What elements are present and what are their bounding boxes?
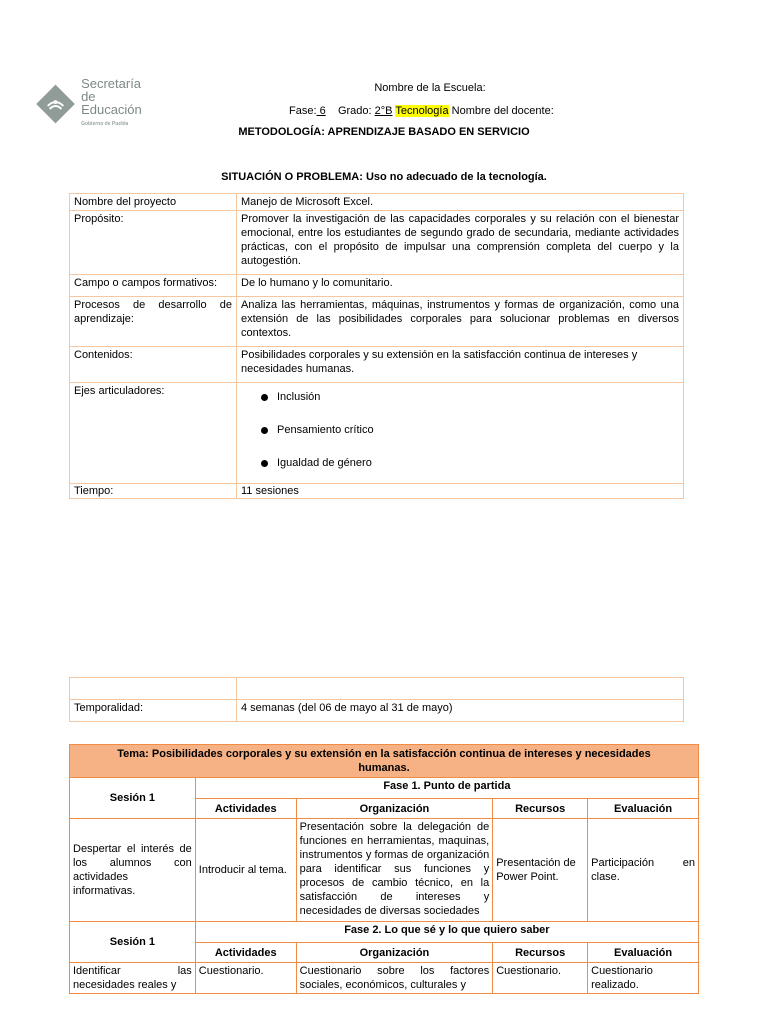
table-row [70,700,684,722]
ejes-list [241,384,679,483]
col-recursos: Recursos [493,799,588,819]
temporal-label: Temporalidad: [70,700,237,722]
contents-label: Contenidos: [70,347,237,383]
table-row [70,922,699,943]
bullet-icon [261,460,268,467]
phase-title: Fase 1. Punto de partida [195,778,698,799]
evaluation-cell: Cuestionario realizado. [588,963,699,994]
list-item [241,450,679,483]
col-organizacion: Organización [296,943,493,963]
eje-item: Pensamiento crítico [277,424,374,436]
fase-value: 6 [316,105,326,117]
activity-cell: Cuestionario. [195,963,296,994]
teacher-label: Nombre del docente: [451,105,554,117]
col-actividades: Actividades [195,943,296,963]
methodology-title: METODOLOGÍA: APRENDIZAJE BASADO EN SERVICIO [238,126,530,138]
col-evaluacion: Evaluación [588,943,699,963]
temporal-value: 4 semanas (del 06 de mayo al 31 de mayo) [237,700,684,722]
table-row [70,194,684,211]
eje-item: Inclusión [277,391,321,403]
logo-line3: Gobierno de Puebla [81,121,129,127]
table-row [70,745,699,778]
resources-cell: Presentación de Power Point. [493,819,588,922]
purpose-label: Propósito: [70,211,237,275]
ejes-cell [237,383,684,484]
resources-cell: Cuestionario. [493,963,588,994]
empty-cell [70,678,237,700]
logo [36,76,158,127]
tema-header: Tema: Posibilidades corporales y su extensión en la satisfacción continua de intereses y necesidades humanas. [70,745,699,778]
bullet-icon [261,394,268,401]
organization-cell: Cuestionario sobre los factores sociales, económicos, culturales y [296,963,493,994]
processes-label: Procesos de desarrollo de aprendizaje: [70,297,237,347]
organization-cell: Presentación sobre la delegación de funciones en herramientas, maquinas, instrumentos y formas de organización para identificar sus funciones y procesos de cambio técnico, en la satisfacción de intereses y necesidades de diversas sociedades [296,819,493,922]
purpose-value: Promover la investigación de las capacidades corporales y su relación con el bienestar emocional, entre los estudiantes de segundo grado de secundaria, mediante actividades prácticas, con el propósito de impulsar una comprensión completa del cuerpo y la autogestión. [237,211,684,275]
session-label: Sesión 1 [70,922,196,963]
diamond-emblem-icon [36,84,75,124]
table-row [70,211,684,275]
col-actividades: Actividades [195,799,296,819]
logo-line1: Secretaría [81,76,142,91]
session-label: Sesión 1 [70,778,196,819]
fase-line [200,105,768,117]
list-item [241,417,679,450]
evaluation-cell: Participación en clase. [588,819,699,922]
situation-title: SITUACIÓN O PROBLEMA: Uso no adecuado de la tecnología. [221,171,547,183]
fase-label: Fase: [289,105,317,117]
table-row [70,297,684,347]
session-description: Identificar las necesidades reales y [70,963,196,994]
list-item [241,384,679,417]
table-row [70,383,684,484]
table-row [70,347,684,383]
processes-value: Analiza las herramientas, máquinas, instrumentos y formas de organización, como una extensión de las posibilidades corporales para solucionar problemas en diversos contextos. [237,297,684,347]
table-row [70,678,684,700]
project-table [69,193,684,499]
table-row [70,484,684,499]
grado-value: 2°B [374,105,393,117]
fields-label: Campo o campos formativos: [70,275,237,297]
bullet-icon [261,427,268,434]
fields-value: De lo humano y lo comunitario. [237,275,684,297]
phase-title: Fase 2. Lo que sé y lo que quiero saber [195,922,698,943]
school-name-label: Nombre de la Escuela: [374,82,486,94]
session-description: Despertar el interés de los alumnos con actividades informativas. [70,819,196,922]
empty-cell [237,678,684,700]
subject-highlight: Tecnología [395,105,449,117]
project-name-label: Nombre del proyecto [70,194,237,211]
col-recursos: Recursos [493,943,588,963]
grado-label: Grado: [337,105,372,117]
contents-value: Posibilidades corporales y su extensión en la satisfacción continua de intereses y necesidades humanas. [237,347,684,383]
time-label: Tiempo: [70,484,237,499]
eje-item: Igualdad de género [277,457,372,469]
table-row [70,819,699,922]
temporal-table [69,677,684,722]
logo-line2: de Educación [81,89,142,117]
project-name-value: Manejo de Microsoft Excel. [237,194,684,211]
table-row [70,778,699,799]
activity-cell: Introducir al tema. [195,819,296,922]
plan-table [69,744,699,994]
ejes-label: Ejes articuladores: [70,383,237,484]
table-row [70,963,699,994]
col-organizacion: Organización [296,799,493,819]
table-row [70,275,684,297]
time-value: 11 sesiones [237,484,684,499]
col-evaluacion: Evaluación [588,799,699,819]
